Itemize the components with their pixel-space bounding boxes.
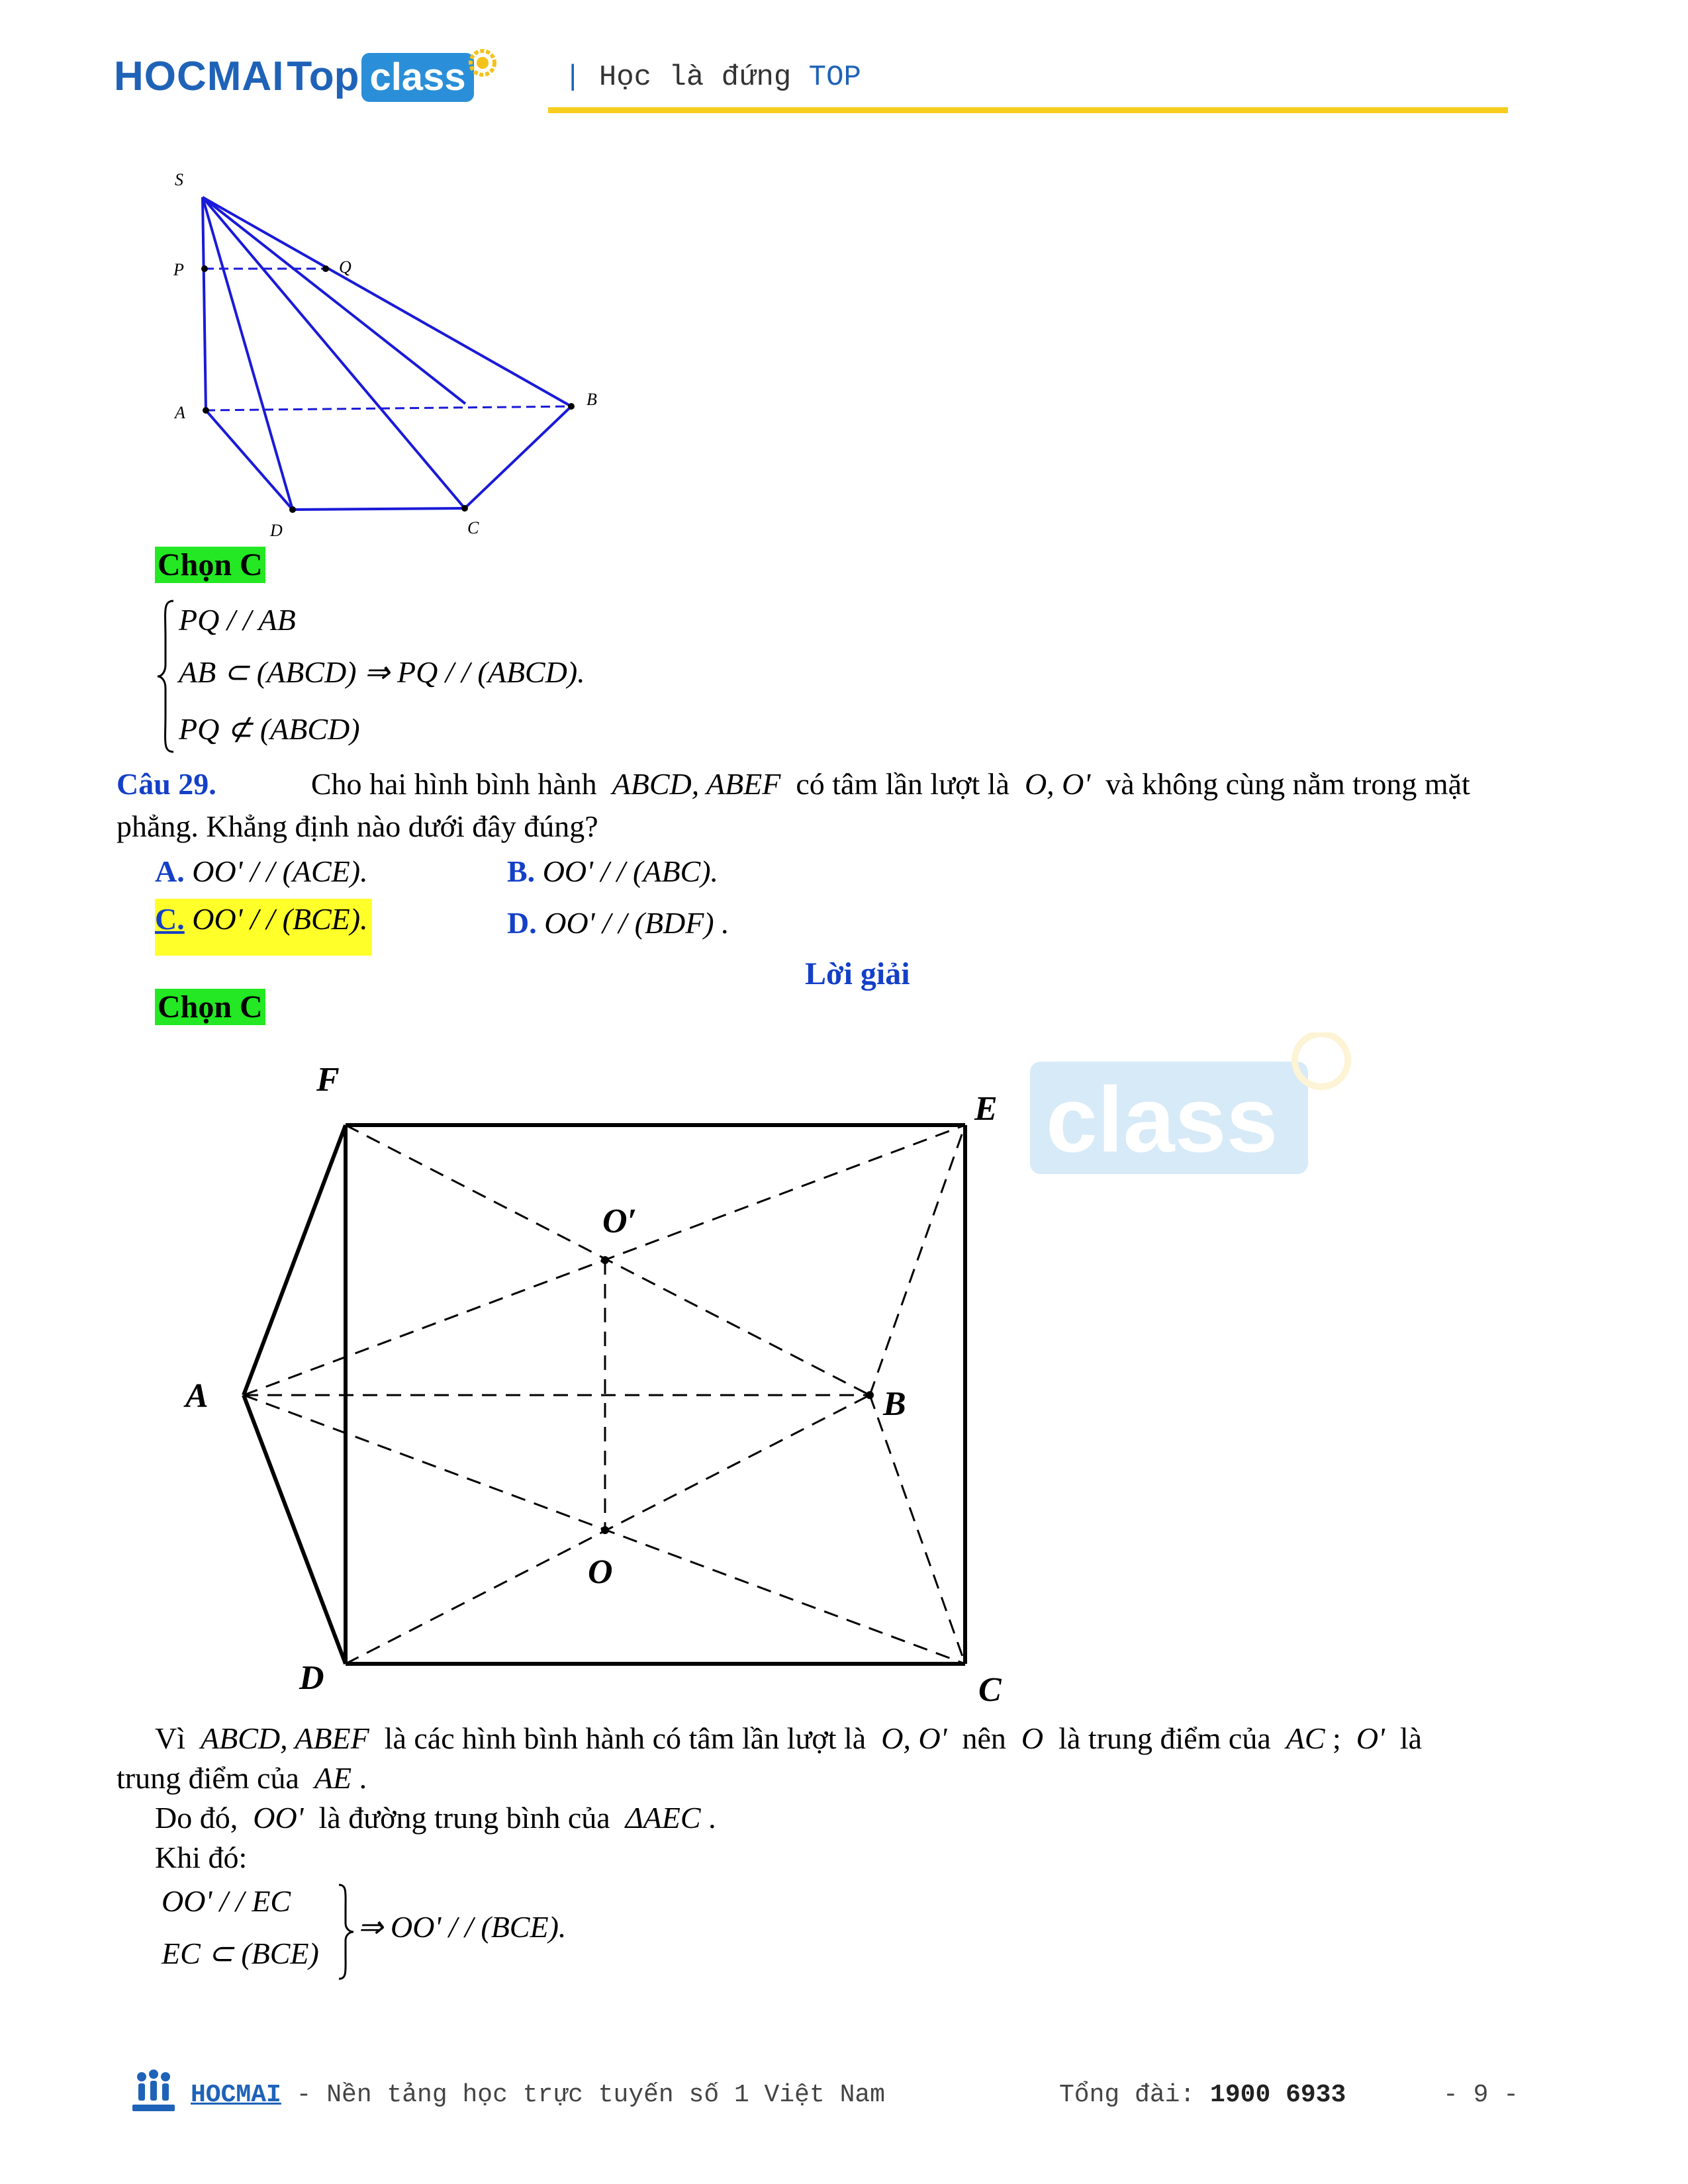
label-D: D — [299, 1659, 324, 1697]
edge-FA — [244, 1125, 346, 1395]
edge-S-B-top — [203, 197, 571, 406]
system-line1: OO' / / EC — [162, 1884, 291, 1918]
logo-class-badge: class — [361, 53, 473, 102]
logo-hocmai-text: HOCMAI — [114, 54, 285, 99]
class-watermark — [1030, 1034, 1348, 1174]
label-B: B — [883, 1385, 906, 1423]
header-rule — [548, 107, 1508, 113]
q29-choose: Chọn C — [155, 989, 265, 1025]
page-number: - 9 - — [1443, 2081, 1519, 2109]
label-C: C — [467, 518, 479, 537]
brace-left-icon — [156, 598, 176, 754]
edge-SC — [203, 197, 465, 508]
label-A: A — [185, 1377, 209, 1415]
parallelogram-figure — [172, 1032, 1377, 1707]
sun-icon — [467, 48, 498, 78]
system-line2: EC ⊂ (BCE) — [162, 1936, 319, 1970]
system-result: ⇒ OO' / / (BCE). — [357, 1910, 567, 1944]
q29-stem-line1: Câu 29. Cho hai hình bình hành ABCD, ABEF có tâm lần lượt là O, O' và không cùng nằm trong mặt — [117, 767, 1470, 801]
segment-BC — [870, 1395, 965, 1664]
footer-hotline: Tổng đài: 1900 6933 — [1059, 2081, 1346, 2109]
label-B: B — [586, 390, 597, 409]
point-Q — [322, 265, 329, 272]
svg-text:class: class — [1046, 1068, 1278, 1171]
label-C: C — [978, 1671, 1002, 1707]
solution-title: Lời giải — [805, 956, 910, 991]
option-d[interactable]: D. OO' / / (BDF) . — [507, 906, 729, 940]
q29-number: Câu 29. — [117, 767, 216, 801]
label-P: P — [173, 260, 184, 279]
option-b[interactable]: B. OO' / / (ABC). — [507, 854, 719, 888]
edge-AD — [244, 1395, 346, 1664]
header-logo — [114, 53, 498, 102]
edge-SD — [203, 197, 293, 510]
segment-BE — [870, 1125, 965, 1395]
edge-DC — [293, 508, 465, 510]
label-F: F — [316, 1061, 340, 1099]
point-D — [289, 506, 296, 513]
footer-left: HOCMAI - Nền tảng học trực tuyến số 1 Việt Nam — [191, 2081, 885, 2109]
label-O: O — [588, 1553, 613, 1591]
pyramid-figure — [159, 165, 635, 543]
q28-line3: PQ ⊄ (ABCD) — [179, 712, 360, 746]
point-C — [461, 505, 468, 512]
point-B — [568, 403, 575, 410]
point-O — [601, 1526, 609, 1534]
explanation-line3: Do đó, OO' là đường trung bình của ΔAEC . — [155, 1801, 716, 1835]
option-a[interactable]: A. OO' / / (ACE). — [155, 854, 368, 888]
label-O-prime: O′ — [602, 1203, 637, 1240]
q29-stem-line2: phẳng. Khẳng định nào dưới đây đúng? — [117, 809, 598, 843]
hocmai-people-icon — [130, 2069, 177, 2115]
label-Q: Q — [339, 257, 352, 277]
point-B — [866, 1391, 874, 1399]
point-O-prime — [601, 1256, 609, 1264]
edge-CB — [465, 406, 571, 508]
label-E: E — [974, 1090, 998, 1128]
footer-brand-link[interactable]: HOCMAI — [191, 2081, 281, 2109]
edge-SB — [203, 197, 465, 404]
q28-choose: Chọn C — [155, 547, 265, 583]
brace-right-icon — [336, 1882, 356, 1981]
explanation-line4: Khi đó: — [155, 1841, 248, 1874]
edge-SA — [203, 197, 206, 410]
logo-top-text: Top — [287, 54, 359, 99]
header-tagline: | Học là đứng TOP — [564, 61, 861, 94]
label-S: S — [175, 170, 183, 189]
explanation-line1: Vì ABCD, ABEF là các hình bình hành có tâm lần lượt là O, O' nên O là trung điểm của AC ; O' là — [155, 1721, 1423, 1755]
label-A: A — [175, 403, 185, 422]
explanation-line2: trung điểm của AE . — [117, 1761, 367, 1795]
label-D: D — [270, 521, 283, 540]
q28-line1: PQ / / AB — [179, 603, 296, 637]
segment-AB — [206, 406, 571, 410]
point-P — [201, 265, 208, 272]
option-c[interactable]: C. OO' / / (BCE). — [155, 899, 372, 956]
point-A — [203, 407, 209, 414]
q28-line2: AB ⊂ (ABCD) ⇒ PQ / / (ABCD). — [179, 655, 585, 689]
